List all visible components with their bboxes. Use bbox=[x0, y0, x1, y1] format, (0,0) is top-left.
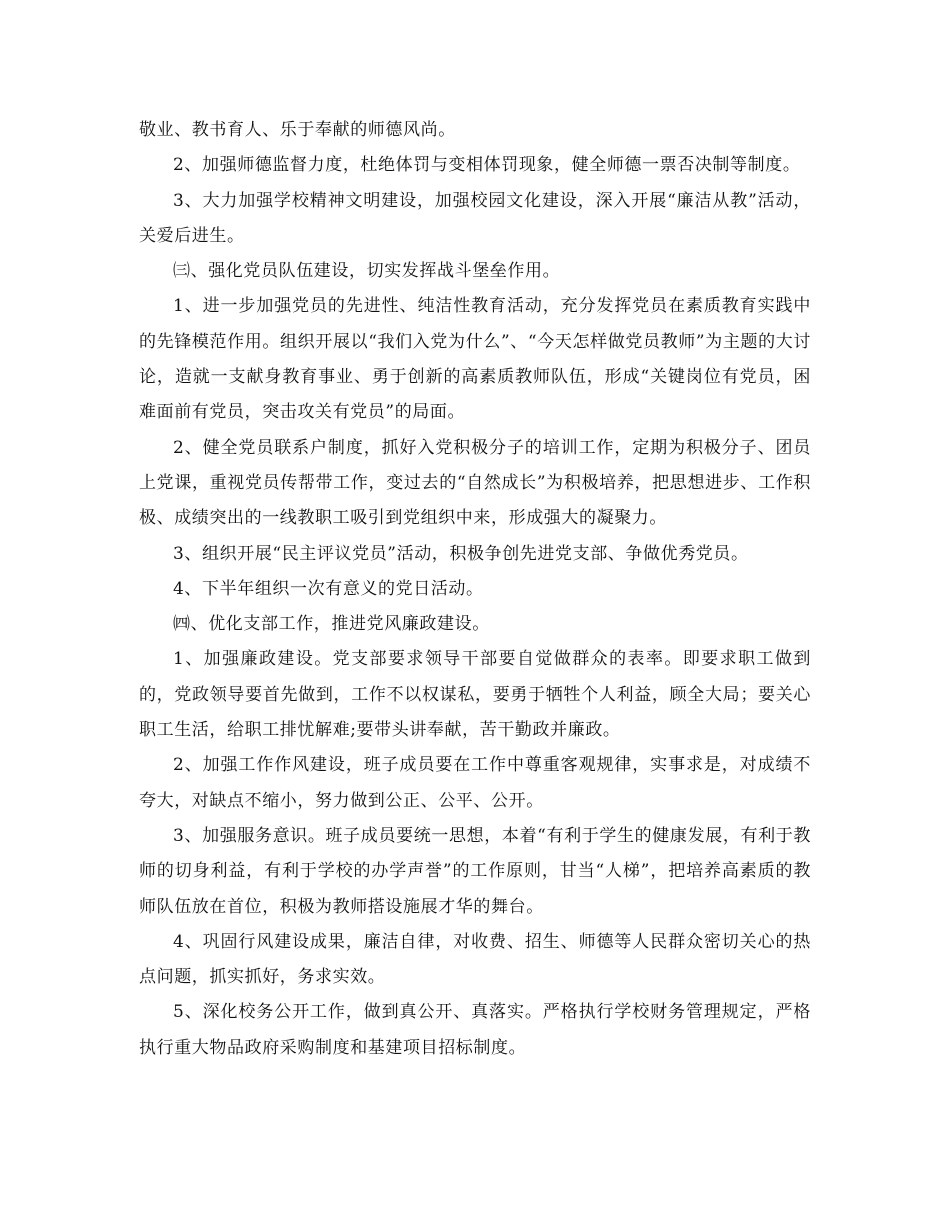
section-heading-3: ㈢、强化党员队伍建设，切实发挥战斗堡垒作用。 bbox=[173, 261, 561, 282]
paragraph-2: 2、加强师德监督力度，杜绝体罚与变相体罚现象，健全师德一票否决制等制度。 bbox=[173, 155, 801, 176]
paragraph-14: 5、深化校务公开工作，做到真公开、真落实。严格执行学校财务管理规定，严格执行重大物品政府采购制度和基建项目招标制度。 bbox=[139, 1002, 811, 1058]
paragraph-12: 3、加强服务意识。班子成员要统一思想，本着“有利于学生的健康发展，有利于教师的切身利益，有利于学校的办学声誉”的工作原则，甘当“人梯”，把培养高素质的教师队伍放在首位，积极为教师搭设施展才华的舞台。 bbox=[139, 825, 811, 917]
section-heading-4: ㈣、优化支部工作，推进党风廉政建设。 bbox=[173, 614, 490, 635]
paragraph-8: 4、下半年组织一次有意义的党日活动。 bbox=[173, 578, 484, 599]
paragraph-10: 1、加强廉政建设。党支部要求领导干部要自觉做群众的表率。即要求职工做到的，党政领导要首先做到，工作不以权谋私，要勇于牺牲个人利益，顾全大局；要关心职工生活，给职工排忧解难;要带头讲奉献，苦干勤政并廉政。 bbox=[139, 649, 811, 741]
document-body bbox=[139, 113, 811, 1066]
paragraph-5: 1、进一步加强党员的先进性、纯洁性教育活动，充分发挥党员在素质教育实践中的先锋模范作用。组织开展以“我们入党为什么”、“今天怎样做党员教师”为主题的大讨论，造就一支献身教育事业、勇于创新的高素质教师队伍，形成“关键岗位有党员，困难面前有党员，突击攻关有党员”的局面。 bbox=[139, 296, 811, 423]
paragraph-1: 敬业、教书育人、乐于奉献的师德风尚。 bbox=[139, 120, 456, 140]
paragraph-7: 3、组织开展“民主评议党员”活动，积极争创先进党支部、争做优秀党员。 bbox=[173, 543, 749, 564]
paragraph-3: 3、大力加强学校精神文明建设，加强校园文化建设，深入开展“廉洁从教”活动，关爱后进生。 bbox=[139, 190, 811, 246]
paragraph-6: 2、健全党员联系户制度，抓好入党积极分子的培训工作，定期为积极分子、团员上党课，重视党员传帮带工作，变过去的“自然成长”为积极培养，把思想进步、工作积极、成绩突出的一线教职工吸引到党组织中来，形成强大的凝聚力。 bbox=[139, 437, 811, 529]
paragraph-13: 4、巩固行风建设成果，廉洁自律，对收费、招生、师德等人民群众密切关心的热点问题，抓实抓好，务求实效。 bbox=[139, 931, 811, 988]
paragraph-11: 2、加强工作作风建设，班子成员要在工作中尊重客观规律，实事求是，对成绩不夸大，对缺点不缩小，努力做到公正、公平、公开。 bbox=[139, 755, 811, 811]
